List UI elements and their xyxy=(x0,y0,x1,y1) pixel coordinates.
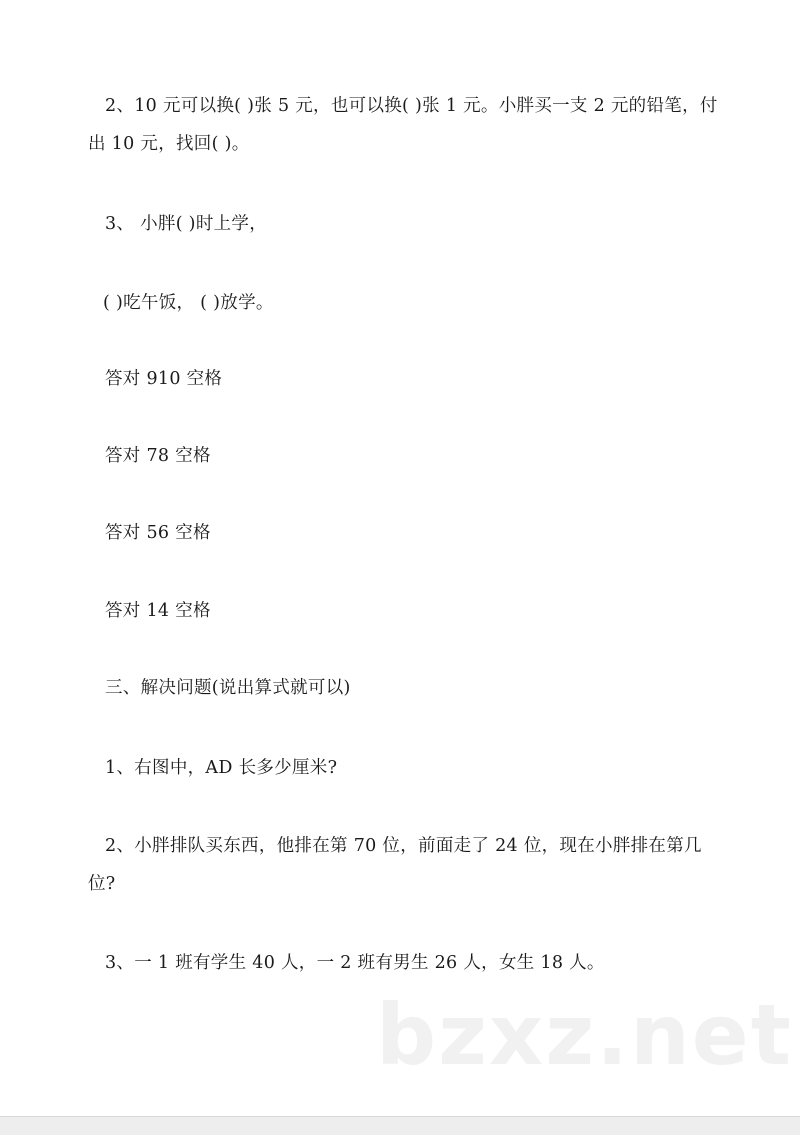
section-heading: 三、解决问题(说出算式就可以) xyxy=(105,678,351,698)
score-line-910: 答对 910 空格 xyxy=(105,369,223,389)
problem-2-line-1: 2、小胖排队买东西，他排在第 70 位，前面走了 24 位，现在小胖排在第几 xyxy=(105,836,702,856)
q2-line-2: 出 10 元，找回( )。 xyxy=(88,134,250,154)
problem-3: 3、一 1 班有学生 40 人，一 2 班有男生 26 人，女生 18 人。 xyxy=(105,953,605,973)
q3-line-2: ( )吃午饭， ( )放学。 xyxy=(103,293,274,313)
q2-line-1: 2、10 元可以换( )张 5 元，也可以换( )张 1 元。小胖买一支 2 元的铅笔，付 xyxy=(105,96,718,116)
watermark-logo: bzxz.net xyxy=(376,986,793,1084)
score-line-78: 答对 78 空格 xyxy=(105,446,211,466)
problem-1: 1、右图中，AD 长多少厘米? xyxy=(105,758,338,778)
score-line-14: 答对 14 空格 xyxy=(105,601,211,621)
problem-2-line-2: 位? xyxy=(88,874,116,894)
page-bottom-edge xyxy=(0,1116,800,1135)
q3-line-1: 3、 小胖( )时上学， xyxy=(105,214,268,234)
score-line-56: 答对 56 空格 xyxy=(105,523,211,543)
